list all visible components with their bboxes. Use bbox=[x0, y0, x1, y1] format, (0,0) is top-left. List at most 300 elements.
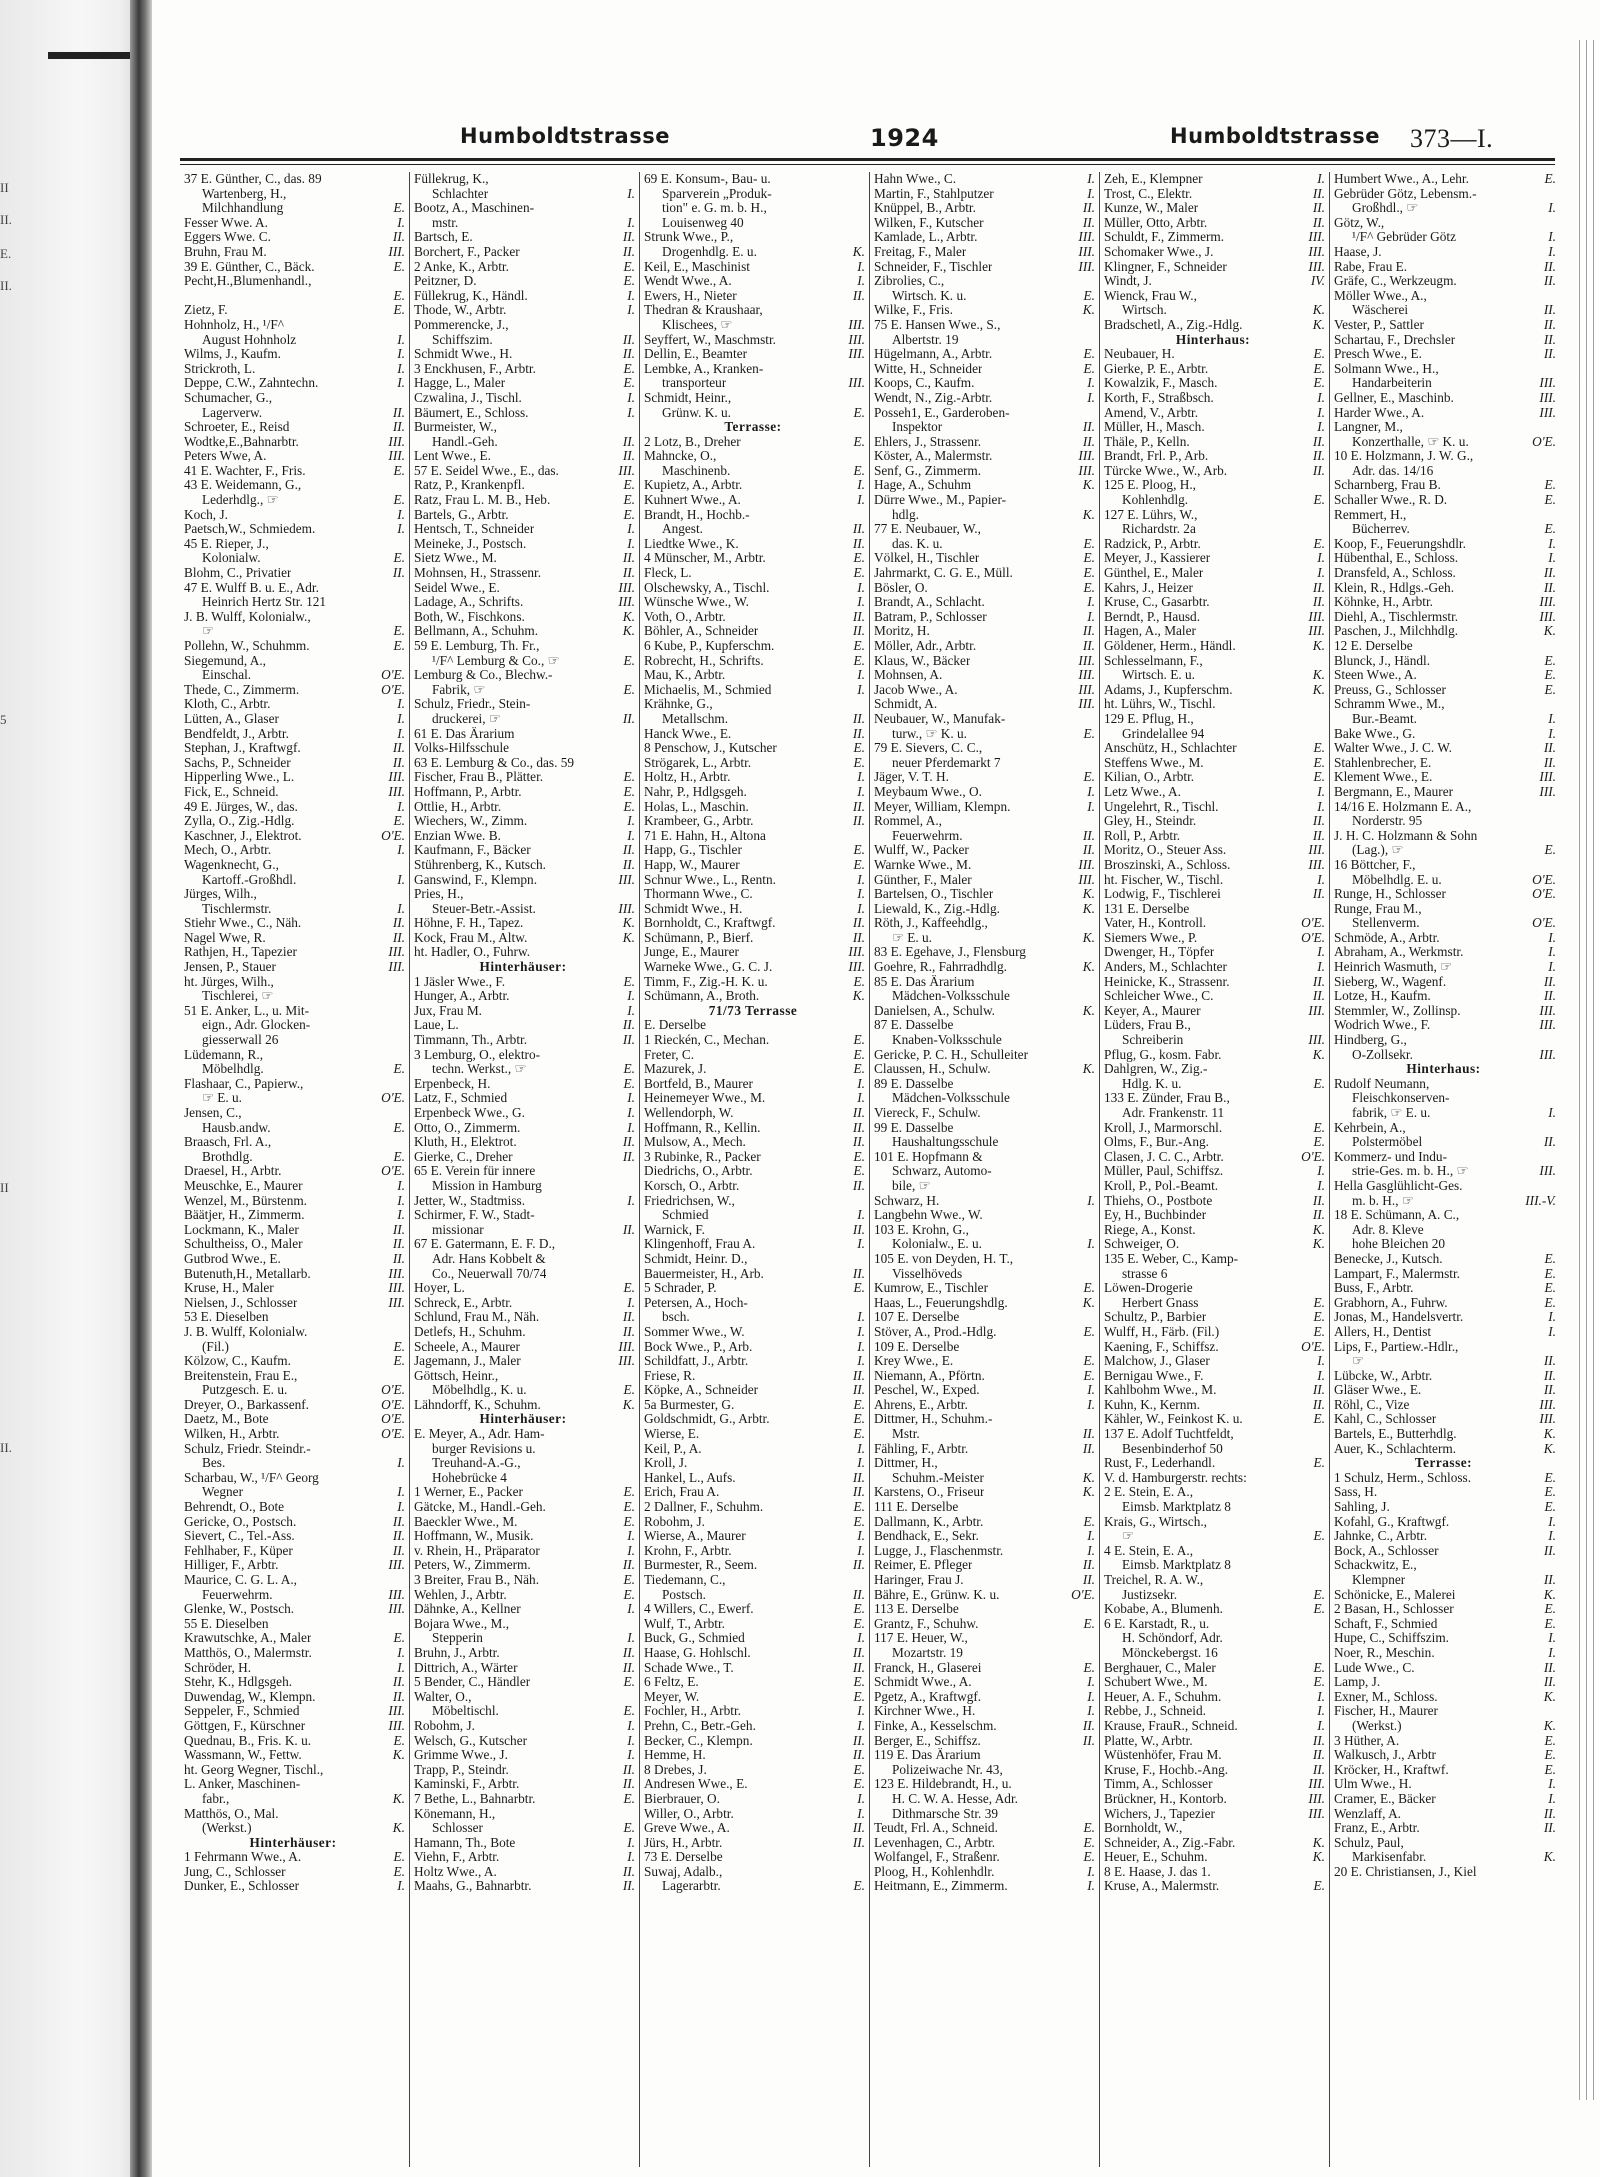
floor-code: II. bbox=[1082, 1733, 1095, 1748]
directory-entry bbox=[414, 1588, 635, 1603]
entry-text: Burmeister, W., bbox=[414, 420, 497, 435]
entry-text: Angest. bbox=[662, 522, 703, 537]
directory-entry bbox=[874, 1704, 1095, 1719]
entry-text: Hinterhäuser: bbox=[479, 1412, 567, 1427]
entry-text: Feuerwehrm. bbox=[202, 1587, 273, 1602]
entry-text: Heitmann, E., Zimmerm. bbox=[874, 1879, 1008, 1894]
entry-text: Schmidt Wwe., A. bbox=[874, 1675, 972, 1690]
directory-entry bbox=[414, 1237, 635, 1252]
directory-entry bbox=[644, 449, 865, 464]
entry-text: Buck, G., Schmied bbox=[644, 1631, 745, 1646]
entry-text: Bernigau Wwe., F. bbox=[1104, 1368, 1204, 1383]
floor-code bbox=[1250, 333, 1253, 348]
entry-text: Lotze, H., Kaufm. bbox=[1334, 989, 1431, 1004]
entry-text: Eimsb. Marktplatz 8 bbox=[1122, 1558, 1231, 1573]
directory-entry bbox=[874, 1412, 1095, 1427]
entry-text: Thedran & Kraushaar, bbox=[644, 303, 763, 318]
entry-text: Schmied bbox=[662, 1208, 709, 1223]
entry-text: Wulff, W., Packer bbox=[874, 843, 969, 858]
directory-entry bbox=[184, 1077, 405, 1092]
directory-entry bbox=[414, 1602, 635, 1617]
entry-text: V. d. Hamburgerstr. rechts: bbox=[1104, 1470, 1247, 1485]
floor-code bbox=[1322, 1091, 1325, 1106]
floor-code: E. bbox=[1083, 1660, 1095, 1675]
directory-entry bbox=[184, 318, 405, 333]
directory-entry bbox=[874, 639, 1095, 654]
directory-entry bbox=[644, 566, 865, 581]
directory-entry bbox=[1334, 1369, 1556, 1384]
directory-entry bbox=[644, 1208, 865, 1223]
floor-code: II. bbox=[392, 930, 405, 945]
floor-code: III. bbox=[618, 1339, 635, 1354]
entry-text: Burmester, R., Seem. bbox=[644, 1558, 758, 1573]
directory-entry bbox=[874, 1588, 1095, 1603]
floor-code: I. bbox=[1548, 711, 1556, 726]
entry-text: Schuldt, F., Zimmerm. bbox=[1104, 230, 1225, 245]
directory-entry bbox=[1334, 683, 1556, 698]
entry-text: Schreck, E., Arbtr. bbox=[414, 1295, 513, 1310]
directory-entry bbox=[184, 260, 405, 275]
directory-entry bbox=[1334, 1340, 1556, 1355]
floor-code bbox=[862, 1865, 865, 1880]
floor-code bbox=[402, 391, 405, 406]
floor-code: I. bbox=[1548, 1777, 1556, 1792]
entry-text: Besenbinderhof 50 bbox=[1122, 1441, 1223, 1456]
directory-entry bbox=[184, 1048, 405, 1063]
entry-text: Latz, F., Schmied bbox=[414, 1091, 508, 1106]
floor-code: II. bbox=[392, 1237, 405, 1252]
entry-text: Wünsche Wwe., W. bbox=[644, 595, 749, 610]
floor-code: I. bbox=[857, 1339, 865, 1354]
floor-code: E. bbox=[1083, 1821, 1095, 1836]
entry-text: Grabhorn, A., Fuhrw. bbox=[1334, 1295, 1448, 1310]
directory-entry bbox=[644, 741, 865, 756]
directory-entry bbox=[414, 1325, 635, 1340]
entry-text: Timm, F., Zig.-H. K. u. bbox=[644, 974, 768, 989]
section-heading bbox=[414, 1412, 635, 1427]
entry-text: Wegner bbox=[202, 1485, 244, 1500]
floor-code: II. bbox=[1312, 1383, 1325, 1398]
floor-code: E. bbox=[853, 653, 865, 668]
directory-entry bbox=[414, 1646, 635, 1661]
directory-entry bbox=[414, 1077, 635, 1092]
entry-text: Fischer, H., Maurer bbox=[1334, 1704, 1438, 1719]
entry-text: Holas, L., Maschin. bbox=[644, 799, 749, 814]
entry-text: Bartelsen, O., Tischler bbox=[874, 887, 994, 902]
floor-code: III. bbox=[1308, 1791, 1325, 1806]
floor-code bbox=[1481, 1062, 1484, 1077]
entry-text: Erpenbeck Wwe., G. bbox=[414, 1106, 525, 1120]
floor-code: II. bbox=[1312, 201, 1325, 216]
entry-text: Moritz, O., Steuer Ass. bbox=[1104, 843, 1227, 858]
directory-entry bbox=[874, 595, 1095, 610]
entry-text: Hoffmann, W., Musik. bbox=[414, 1529, 534, 1544]
directory-entry bbox=[1104, 1252, 1325, 1267]
directory-entry bbox=[184, 975, 405, 990]
directory-entry bbox=[874, 537, 1095, 552]
entry-text: fabr., bbox=[202, 1791, 230, 1806]
entry-text: 61 E. Das Ärarium bbox=[414, 726, 515, 741]
floor-code: I. bbox=[1317, 405, 1325, 420]
directory-entry bbox=[1334, 1208, 1556, 1223]
directory-entry bbox=[644, 318, 865, 333]
directory-entry bbox=[1104, 376, 1325, 391]
directory-entry bbox=[644, 639, 865, 654]
floor-code: II. bbox=[1543, 566, 1556, 581]
directory-entry bbox=[1334, 727, 1556, 742]
floor-code: E. bbox=[393, 1120, 405, 1135]
directory-entry bbox=[184, 1807, 405, 1822]
floor-code: I. bbox=[857, 784, 865, 799]
entry-text: Kolonialw., E. u. bbox=[892, 1237, 982, 1252]
directory-entry bbox=[1334, 1865, 1556, 1880]
entry-text: Suwaj, Adalb., bbox=[644, 1864, 723, 1879]
entry-text: Goldschmidt, G., Arbtr. bbox=[644, 1412, 770, 1427]
directory-entry bbox=[184, 1879, 405, 1894]
directory-entry bbox=[184, 303, 405, 318]
entry-text: Kaschner, J., Elektrot. bbox=[184, 828, 302, 843]
entry-text: Pgetz, A., Kraftwgf. bbox=[874, 1689, 982, 1704]
floor-code: E. bbox=[853, 1047, 865, 1062]
floor-code: II. bbox=[1543, 989, 1556, 1004]
floor-code bbox=[402, 975, 405, 990]
entry-text: 83 E. Egehave, J., Flensburg bbox=[874, 945, 1026, 960]
entry-text: Lembke, A., Kranken- bbox=[644, 361, 764, 376]
entry-text: Rabe, Frau E. bbox=[1334, 259, 1408, 274]
floor-code bbox=[402, 654, 405, 669]
entry-text: 43 E. Weidemann, G., bbox=[184, 478, 302, 493]
floor-code: E. bbox=[393, 624, 405, 639]
floor-code bbox=[402, 989, 405, 1004]
entry-text: Ploog, H., Kohlenhdlr. bbox=[874, 1864, 995, 1879]
entry-text: Dunker, E., Schlosser bbox=[184, 1879, 300, 1894]
directory-entry bbox=[184, 464, 405, 479]
entry-text: Milchhandlung bbox=[202, 201, 284, 216]
floor-code bbox=[1092, 1048, 1095, 1063]
floor-code: II. bbox=[622, 434, 635, 449]
entry-text: ☞ bbox=[202, 624, 214, 639]
floor-code: E. bbox=[1083, 1368, 1095, 1383]
entry-text: Walter Wwe., J. C. W. bbox=[1334, 741, 1452, 756]
directory-entry bbox=[874, 1121, 1095, 1136]
directory-entry bbox=[1334, 1106, 1556, 1121]
directory-entry bbox=[1104, 1091, 1325, 1106]
entry-text: Kumrow, E., Tischler bbox=[874, 1281, 989, 1296]
entry-text: Holtz Wwe., A. bbox=[414, 1864, 497, 1879]
entry-text: Adr. Frankenstr. 11 bbox=[1122, 1106, 1225, 1120]
floor-code bbox=[1322, 508, 1325, 523]
entry-text: Hinterhäuser: bbox=[249, 1835, 337, 1850]
floor-code: E. bbox=[1544, 522, 1556, 537]
floor-code: II. bbox=[852, 1178, 865, 1193]
directory-entry bbox=[874, 1179, 1095, 1194]
directory-entry bbox=[184, 1748, 405, 1763]
directory-entry bbox=[1104, 960, 1325, 975]
floor-code bbox=[632, 1471, 635, 1486]
directory-entry bbox=[1104, 449, 1325, 464]
entry-text: 37 E. Günther, C., das. 89 bbox=[184, 172, 322, 186]
entry-text: Terrasse: bbox=[724, 420, 782, 435]
floor-code: II. bbox=[622, 1018, 635, 1033]
directory-entry bbox=[1104, 1675, 1325, 1690]
directory-entry bbox=[184, 1340, 405, 1355]
floor-code: III. bbox=[1539, 595, 1556, 610]
directory-entry bbox=[644, 1194, 865, 1209]
entry-text: Ehlers, J., Strassenr. bbox=[874, 434, 982, 449]
entry-text: Gutbrod Wwe., E. bbox=[184, 1251, 281, 1266]
floor-code: III. bbox=[388, 1704, 405, 1719]
floor-code: III. bbox=[618, 463, 635, 478]
floor-code: E. bbox=[1544, 1733, 1556, 1748]
floor-code bbox=[1553, 829, 1556, 844]
directory-entry bbox=[414, 1500, 635, 1515]
directory-entry bbox=[644, 1850, 865, 1865]
entry-text: Michaelis, M., Schmied bbox=[644, 682, 772, 697]
directory-entry bbox=[1104, 1602, 1325, 1617]
floor-code: II. bbox=[392, 741, 405, 756]
floor-code: IV. bbox=[1310, 274, 1325, 289]
directory-entry bbox=[1334, 1004, 1556, 1019]
directory-entry bbox=[1104, 1398, 1325, 1413]
directory-entry bbox=[184, 1865, 405, 1880]
directory-entry bbox=[1104, 1661, 1325, 1676]
floor-code: II. bbox=[1543, 580, 1556, 595]
entry-text: Lamp, J. bbox=[1334, 1675, 1381, 1690]
floor-code: II. bbox=[852, 1383, 865, 1398]
entry-text: Günther, F., Maler bbox=[874, 872, 972, 887]
entry-text: Kuhnert Wwe., A. bbox=[644, 493, 741, 508]
entry-text: fabrik, ☞ E. u. bbox=[1352, 1106, 1431, 1120]
directory-entry bbox=[874, 727, 1095, 742]
floor-code: I. bbox=[1317, 390, 1325, 405]
entry-text: Nahr, P., Hdlgsgeh. bbox=[644, 784, 747, 799]
entry-text: Anschütz, H., Schlachter bbox=[1104, 741, 1237, 756]
directory-entry bbox=[1104, 945, 1325, 960]
floor-code: E. bbox=[623, 784, 635, 799]
directory-columns bbox=[180, 172, 1565, 2167]
entry-text: 8 Penschow, J., Kutscher bbox=[644, 741, 777, 756]
directory-entry bbox=[1334, 697, 1556, 712]
entry-text: Mazurek, J. bbox=[644, 1062, 707, 1077]
entry-text: 20 E. Christiansen, J., Kiel bbox=[1334, 1864, 1477, 1879]
directory-entry bbox=[414, 435, 635, 450]
entry-text: Kröcker, H., Kraftwf. bbox=[1334, 1762, 1449, 1777]
floor-code: II. bbox=[1543, 259, 1556, 274]
directory-entry bbox=[644, 668, 865, 683]
entry-text: Jagemann, J., Maler bbox=[414, 1354, 521, 1369]
floor-code bbox=[402, 610, 405, 625]
directory-entry bbox=[1104, 814, 1325, 829]
directory-entry bbox=[1334, 1602, 1556, 1617]
floor-code: III. bbox=[1308, 1033, 1325, 1048]
directory-entry bbox=[414, 1179, 635, 1194]
directory-entry bbox=[1104, 1558, 1325, 1573]
directory-entry bbox=[644, 201, 865, 216]
directory-entry bbox=[1104, 1310, 1325, 1325]
entry-text: Pecht,H.,Blumenhandl., bbox=[184, 274, 312, 289]
floor-code: E. bbox=[393, 259, 405, 274]
entry-text: Lude Wwe., C. bbox=[1334, 1660, 1415, 1675]
directory-entry bbox=[1334, 449, 1556, 464]
directory-entry bbox=[1334, 1573, 1556, 1588]
floor-code bbox=[1553, 1121, 1556, 1136]
floor-code: I. bbox=[857, 1631, 865, 1646]
entry-text: Krähnke, G., bbox=[644, 697, 713, 712]
entry-text: 51 E. Anker, L., u. Mit- bbox=[184, 1003, 310, 1018]
directory-entry bbox=[1104, 697, 1325, 712]
entry-text: Timmann, Th., Arbtr. bbox=[414, 1033, 528, 1048]
directory-entry bbox=[184, 639, 405, 654]
directory-entry bbox=[1104, 1340, 1325, 1355]
directory-entry bbox=[184, 537, 405, 552]
floor-code: III. bbox=[618, 901, 635, 916]
directory-entry bbox=[1334, 595, 1556, 610]
entry-text: 2 Anke, K., Arbtr. bbox=[414, 259, 509, 274]
floor-code: I. bbox=[1317, 420, 1325, 435]
directory-entry bbox=[874, 303, 1095, 318]
floor-code bbox=[1472, 1456, 1475, 1471]
directory-entry bbox=[644, 1223, 865, 1238]
directory-entry bbox=[644, 1077, 865, 1092]
floor-code: II. bbox=[622, 1033, 635, 1048]
floor-code bbox=[402, 1617, 405, 1632]
entry-text: Lips, F., Partiew.-Hdlr., bbox=[1334, 1339, 1459, 1354]
directory-entry bbox=[1334, 610, 1556, 625]
directory-entry bbox=[1104, 610, 1325, 625]
entry-text: 113 E. Derselbe bbox=[874, 1602, 959, 1617]
directory-entry bbox=[644, 1048, 865, 1063]
floor-code bbox=[402, 1369, 405, 1384]
floor-code: II. bbox=[392, 420, 405, 435]
directory-entry bbox=[644, 581, 865, 596]
entry-text: turw., ☞ K. u. bbox=[892, 726, 967, 741]
floor-code bbox=[1092, 1500, 1095, 1515]
directory-entry bbox=[1334, 1807, 1556, 1822]
directory-entry bbox=[1334, 1734, 1556, 1749]
directory-entry bbox=[1334, 260, 1556, 275]
floor-code bbox=[1092, 1208, 1095, 1223]
floor-code: I. bbox=[1548, 930, 1556, 945]
directory-entry bbox=[1334, 1164, 1556, 1179]
floor-code: II. bbox=[1312, 434, 1325, 449]
entry-text: Hohnholz, H., ¹/F^ bbox=[184, 317, 284, 332]
entry-text: Brandt, H., Hochb.- bbox=[644, 507, 750, 522]
floor-code bbox=[402, 318, 405, 333]
floor-code: II. bbox=[852, 1660, 865, 1675]
directory-entry bbox=[1104, 1836, 1325, 1851]
entry-text: Wagenknecht, G., bbox=[184, 857, 279, 872]
floor-code bbox=[632, 1617, 635, 1632]
floor-code: E. bbox=[853, 1033, 865, 1048]
entry-text: Fabrik, ☞ bbox=[432, 682, 486, 697]
entry-text: Meybaum Wwe., O. bbox=[874, 784, 982, 799]
floor-code: III. bbox=[1539, 1018, 1556, 1033]
floor-code bbox=[1553, 1208, 1556, 1223]
floor-code: I. bbox=[627, 522, 635, 537]
floor-code: I. bbox=[1317, 1689, 1325, 1704]
floor-code: I. bbox=[1087, 1529, 1095, 1544]
floor-code bbox=[1553, 362, 1556, 377]
entry-text: 18 E. Schümann, A. C., bbox=[1334, 1208, 1460, 1223]
directory-entry bbox=[874, 566, 1095, 581]
directory-entry bbox=[414, 1865, 635, 1880]
entry-text: Visselhöveds bbox=[892, 1266, 963, 1281]
floor-code: K. bbox=[1543, 1427, 1556, 1442]
floor-code bbox=[1322, 1485, 1325, 1500]
directory-column bbox=[410, 172, 640, 2167]
directory-entry bbox=[184, 1194, 405, 1209]
entry-text: Greve Wwe., A. bbox=[644, 1821, 730, 1836]
floor-code: E. bbox=[853, 434, 865, 449]
entry-text: 71 E. Hahn, H., Altona bbox=[644, 828, 766, 843]
directory-entry bbox=[644, 1442, 865, 1457]
directory-entry bbox=[644, 1427, 865, 1442]
entry-text: das. K. u. bbox=[892, 536, 943, 551]
floor-code: II. bbox=[852, 799, 865, 814]
entry-text: Pflug, G., kosm. Fabr. bbox=[1104, 1047, 1222, 1062]
directory-entry bbox=[414, 1267, 635, 1282]
directory-entry bbox=[644, 216, 865, 231]
directory-entry bbox=[414, 478, 635, 493]
directory-entry bbox=[644, 887, 865, 902]
entry-text: Jensen, C., bbox=[184, 1106, 242, 1120]
floor-code: I. bbox=[857, 1543, 865, 1558]
floor-code: II. bbox=[852, 1821, 865, 1836]
floor-code bbox=[1322, 1442, 1325, 1457]
floor-code: I. bbox=[397, 522, 405, 537]
floor-code: I. bbox=[857, 668, 865, 683]
directory-entry bbox=[644, 1704, 865, 1719]
directory-column bbox=[640, 172, 870, 2167]
entry-text: Metallschm. bbox=[662, 711, 729, 726]
floor-code: I. bbox=[397, 1193, 405, 1208]
entry-text: J. B. Wulff, Kolonialw. bbox=[184, 1324, 308, 1339]
entry-text: Wirtsch. E. u. bbox=[1122, 668, 1195, 683]
directory-entry bbox=[874, 1471, 1095, 1486]
entry-text: Mönckebergst. 16 bbox=[1122, 1645, 1218, 1660]
floor-code bbox=[862, 1850, 865, 1865]
entry-text: Kartoff.-Großhdl. bbox=[202, 872, 297, 887]
entry-text: Wichers, J., Tapezier bbox=[1104, 1806, 1215, 1821]
entry-text: Sietz Wwe., M. bbox=[414, 551, 497, 566]
entry-text: Sieberg, W., Wagenf. bbox=[1334, 974, 1447, 989]
entry-text: Möbelhdlg., K. u. bbox=[432, 1383, 527, 1398]
entry-text: Lütten, A., Glaser bbox=[184, 711, 279, 726]
entry-text: Gericke, P. C. H., Schulleiter bbox=[874, 1047, 1028, 1062]
directory-entry bbox=[1104, 318, 1325, 333]
entry-text: Möbelhdlg. bbox=[202, 1062, 264, 1077]
entry-text: Knüppel, B., Arbtr. bbox=[874, 201, 976, 216]
entry-text: Keil, P., A. bbox=[644, 1441, 702, 1456]
floor-code: III. bbox=[1308, 1777, 1325, 1792]
directory-entry bbox=[414, 318, 635, 333]
entry-text: Wodtke,E.,Bahnarbtr. bbox=[184, 434, 299, 449]
directory-entry bbox=[184, 1661, 405, 1676]
directory-entry bbox=[1334, 1690, 1556, 1705]
directory-entry bbox=[414, 1748, 635, 1763]
floor-code bbox=[862, 172, 865, 187]
floor-code: I. bbox=[397, 1208, 405, 1223]
floor-code: II. bbox=[622, 1222, 635, 1237]
directory-entry bbox=[1104, 1704, 1325, 1719]
entry-text: Zibrolies, C., bbox=[874, 274, 945, 289]
floor-code: I. bbox=[627, 1003, 635, 1018]
entry-text: Wiechers, W., Zimm. bbox=[414, 814, 528, 829]
floor-code: I. bbox=[397, 1879, 405, 1894]
floor-code bbox=[1092, 1091, 1095, 1106]
directory-entry bbox=[874, 362, 1095, 377]
floor-code: I. bbox=[1087, 784, 1095, 799]
